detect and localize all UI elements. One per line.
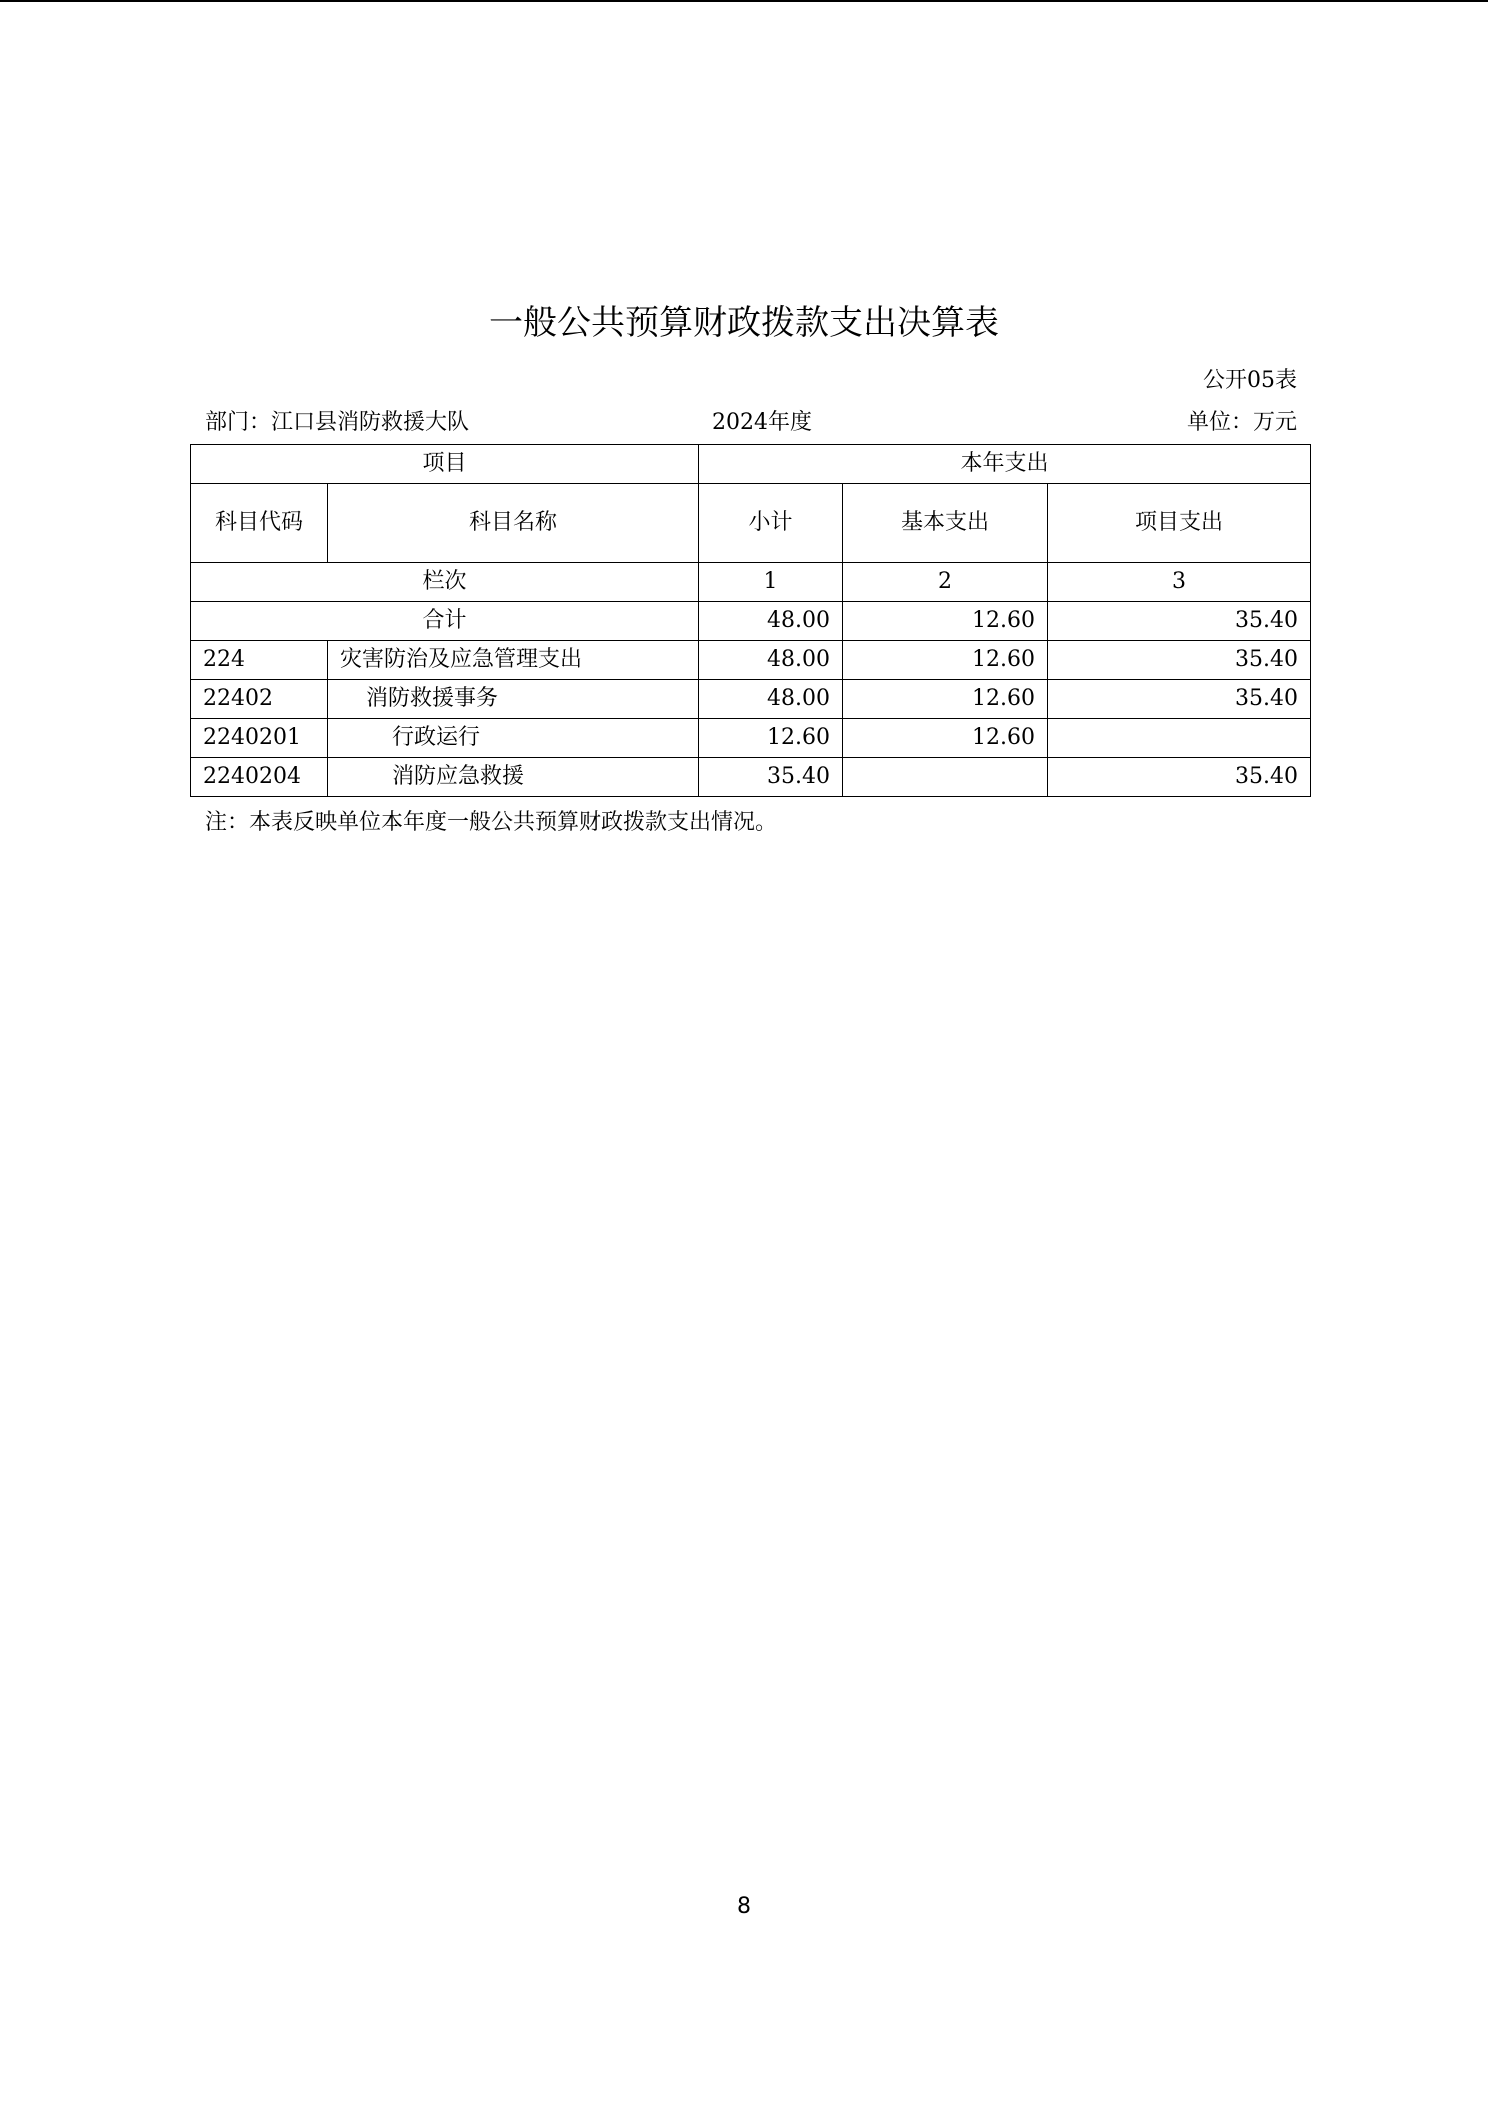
- form-number: 公开05表: [1203, 368, 1297, 393]
- table-row: [191, 719, 1311, 758]
- row-code: 224: [191, 641, 328, 680]
- page-top-border: [0, 0, 1488, 2]
- row-basic: [843, 758, 1048, 797]
- row-name: 消防救援事务: [328, 680, 699, 719]
- row-basic: 12.60: [843, 719, 1048, 758]
- table-subheader-row: [191, 484, 1311, 563]
- table-note: 注：本表反映单位本年度一般公共预算财政拨款支出情况。: [205, 810, 778, 835]
- row-project: [1048, 719, 1311, 758]
- row-subtotal: 48.00: [699, 680, 843, 719]
- total-project: 35.40: [1048, 602, 1311, 641]
- expenditure-table: [190, 444, 1311, 797]
- total-row: [191, 602, 1311, 641]
- page-number: 8: [737, 1894, 751, 1919]
- unit-label: 单位：万元: [1186, 410, 1297, 435]
- column-index-1: 1: [699, 563, 843, 602]
- table-row: [191, 758, 1311, 797]
- department-label: 部门：江口县消防救援大队: [205, 410, 470, 435]
- col-header-subtotal: 小计: [699, 484, 843, 563]
- row-name: 灾害防治及应急管理支出: [328, 641, 699, 680]
- fiscal-year: 2024年度: [712, 410, 812, 435]
- row-code: 22402: [191, 680, 328, 719]
- header-project: 项目: [191, 445, 699, 484]
- col-header-code: 科目代码: [191, 484, 328, 563]
- row-project: 35.40: [1048, 641, 1311, 680]
- row-name: 消防应急救援: [328, 758, 699, 797]
- header-current-year: 本年支出: [699, 445, 1311, 484]
- total-basic: 12.60: [843, 602, 1048, 641]
- column-index-label: 栏次: [191, 563, 699, 602]
- column-index-3: 3: [1048, 563, 1311, 602]
- total-label: 合计: [191, 602, 699, 641]
- row-code: 2240204: [191, 758, 328, 797]
- row-subtotal: 48.00: [699, 641, 843, 680]
- report-title: 一般公共预算财政拨款支出决算表: [489, 303, 999, 343]
- table-row: [191, 680, 1311, 719]
- row-subtotal: 12.60: [699, 719, 843, 758]
- row-project: 35.40: [1048, 680, 1311, 719]
- row-basic: 12.60: [843, 680, 1048, 719]
- total-subtotal: 48.00: [699, 602, 843, 641]
- col-header-basic: 基本支出: [843, 484, 1048, 563]
- table-header-row: [191, 445, 1311, 484]
- row-code: 2240201: [191, 719, 328, 758]
- column-index-2: 2: [843, 563, 1048, 602]
- table-row: [191, 641, 1311, 680]
- row-basic: 12.60: [843, 641, 1048, 680]
- row-project: 35.40: [1048, 758, 1311, 797]
- col-header-name: 科目名称: [328, 484, 699, 563]
- column-index-row: [191, 563, 1311, 602]
- row-name: 行政运行: [328, 719, 699, 758]
- row-subtotal: 35.40: [699, 758, 843, 797]
- col-header-project: 项目支出: [1048, 484, 1311, 563]
